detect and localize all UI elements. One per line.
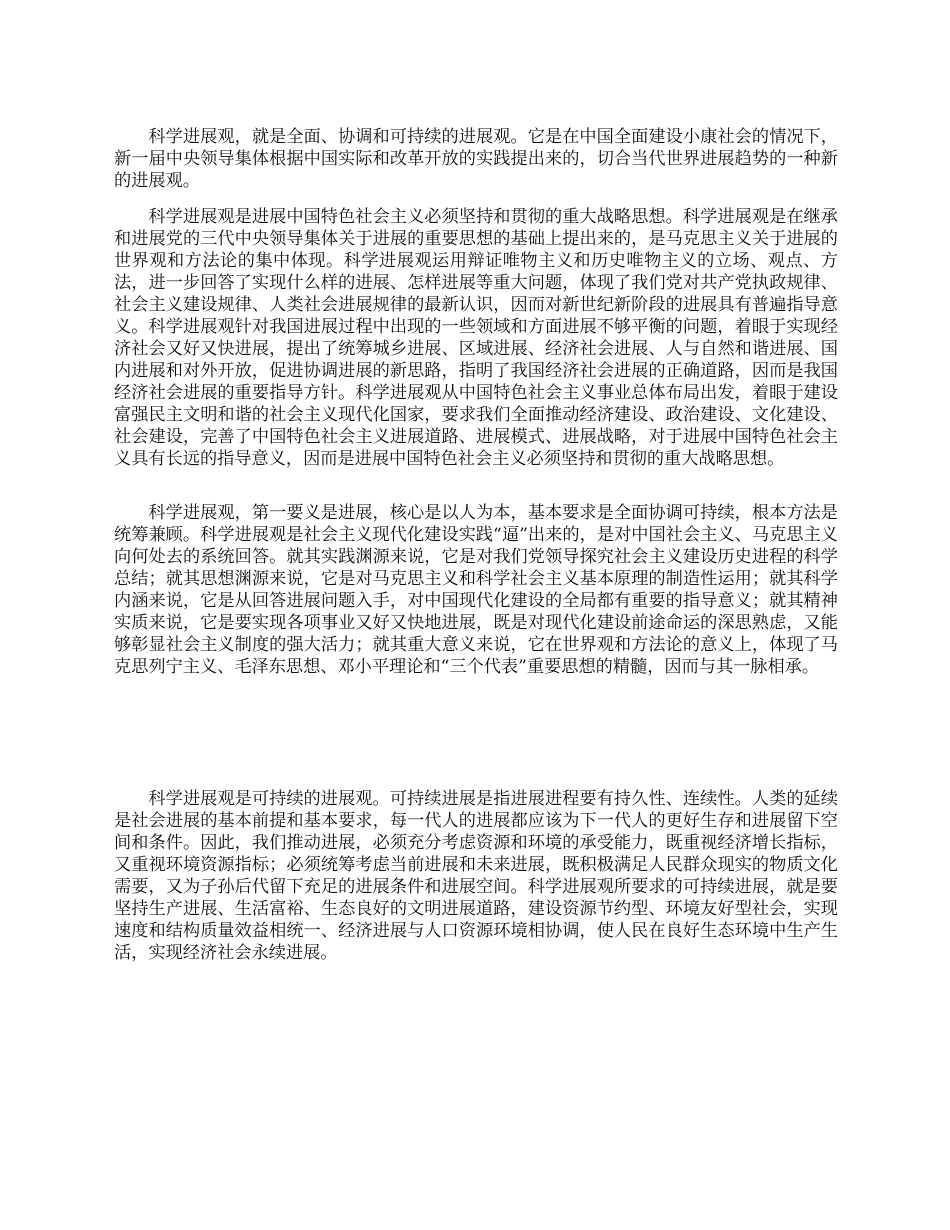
paragraph-2: 科学进展观是进展中国特色社会主义必须坚持和贯彻的重大战略思想。科学进展观是在继承和进展党的三代中央领导集体关于进展的重要思想的基础上提出来的，是马克思主义关于进展的世界观和方法论的集中体现。科学进展观运用辩证唯物主义和历史唯物主义的立场、观点、方法，进一步回答了实现什么样的进展、怎样进展等重大问题，体现了我们党对共产党执政规律、社会主义建设规律、人类社会进展规律的最新认识，因而对新世纪新阶段的进展具有普遍指导意义。科学进展观针对我国进展过程中出现的一些领域和方面进展不够平衡的问题，着眼于实现经济社会又好又快进展，提出了统筹城乡进展、区域进展、经济社会进展、人与自然和谐进展、国内进展和对外开放，促进协调进展的新思路，指明了我国经济社会进展的正确道路，因而是我国经济社会进展的重要指导方针。科学进展观从中国特色社会主义事业总体布局出发，着眼于建设富强民主文明和谐的社会主义现代化国家，要求我们全面推动经济建设、政治建设、文化建设、社会建设，完善了中国特色社会主义进展道路、进展模式、进展战略，对于进展中国特色社会主义具有长远的指导意义，因而是进展中国特色社会主义必须坚持和贯彻的重大战略思想。 <box>114 207 838 469</box>
paragraph-3: 科学进展观，第一要义是进展，核心是以人为本，基本要求是全面协调可持续，根本方法是统筹兼顾。科学进展观是社会主义现代化建设实践“逼”出来的，是对中国社会主义、马克思主义向何处去的系统回答。就其实践渊源来说，它是对我们党领导探究社会主义建设历史进程的科学总结；就其思想渊源来说，它是对马克思主义和科学社会主义基本原理的制造性运用；就其科学内涵来说，它是从回答进展问题入手，对中国现代化建设的全局都有重要的指导意义；就其精神实质来说，它是要实现各项事业又好又快地进展，既是对现代化建设前途命运的深思熟虑，又能够彰显社会主义制度的强大活力；就其重大意义来说，它在世界观和方法论的意义上，体现了马克思列宁主义、毛泽东思想、邓小平理论和“三个代表”重要思想的精髓，因而与其一脉相承。 <box>114 503 838 677</box>
paragraph-4: 科学进展观是可持续的进展观。可持续进展是指进展进程要有持久性、连续性。人类的延续是社会进展的基本前提和基本要求，每一代人的进展都应该为下一代人的更好生存和进展留下空间和条件。因此，我们推动进展，必须充分考虑资源和环境的承受能力，既重视经济增长指标，又重视环境资源指标；必须统筹考虑当前进展和未来进展，既积极满足人民群众现实的物质文化需要，又为子孙后代留下充足的进展条件和进展空间。科学进展观所要求的可持续进展，就是要坚持生产进展、生活富裕、生态良好的文明进展道路，建设资源节约型、环境友好型社会，实现速度和结构质量效益相统一、经济进展与人口资源环境相协调，使人民在良好生态环境中生产生活，实现经济社会永续进展。 <box>114 789 838 963</box>
paragraph-1: 科学进展观，就是全面、协调和可持续的进展观。它是在中国全面建设小康社会的情况下，新一届中央领导集体根据中国实际和改革开放的实践提出来的，切合当代世界进展趋势的一种新的进展观。 <box>114 127 838 191</box>
